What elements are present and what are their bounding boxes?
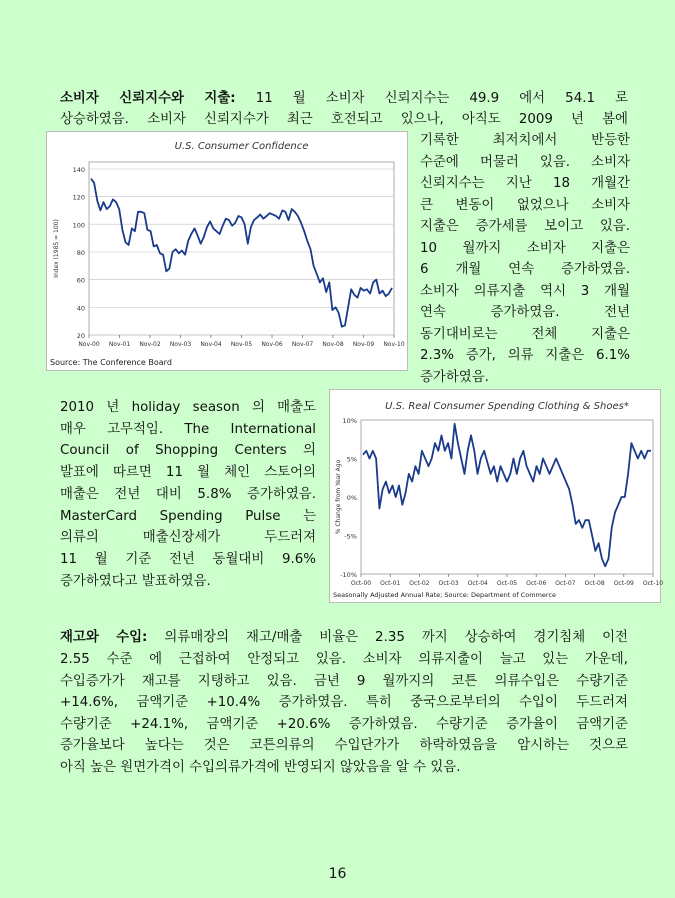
section3-line1 (60, 627, 628, 649)
y-axis-label: Index (1985 = 100) (53, 219, 60, 278)
x-tick-label: Nov-08 (322, 341, 344, 348)
y-tick-label: 10% (342, 417, 357, 425)
sec3-lines-line: 2.55 수준 에 근접하여 안정되고 있음. 소비자 의류지출이 늘고 있는 가운데, (60, 652, 628, 667)
section3-line1-text: 의류매장의 재고/매출 비율은 2.35 까지 상승하여 경기침체 이전 (164, 630, 628, 645)
side-lines-line: 증가하였음. (420, 369, 489, 385)
x-tick-label: Oct-03 (438, 580, 459, 587)
y-tick-label: 5% (346, 455, 357, 464)
clothing-spending-chart (329, 389, 664, 603)
chart-source: Seasonally Adjusted Annual Rate; Source: Department of Commerce (333, 591, 557, 599)
x-tick-label: Nov-03 (169, 341, 192, 348)
consumer-confidence-svg (46, 131, 408, 371)
x-tick-label: Nov-10 (383, 341, 405, 348)
x-tick-label: Nov-07 (291, 341, 314, 348)
x-tick-label: Nov-02 (139, 341, 161, 348)
x-tick-label: Nov-09 (352, 341, 375, 348)
x-tick-label: Oct-08 (584, 580, 605, 587)
x-tick-label: Oct-04 (467, 580, 488, 587)
sec2-lines-line: 매우 고무적임. The International (60, 421, 316, 437)
side-lines-line: 10 월까지 소비자 지출은 (420, 240, 630, 256)
side-lines-line: 기록한 최저치에서 반등한 (420, 133, 630, 148)
side-lines-line: 큰 변동이 없었으나 소비자 (420, 197, 630, 213)
page-number: 16 (328, 866, 347, 882)
side-lines-line: 수준에 머물러 있음. 소비자 (420, 154, 630, 170)
side-lines-line: 소비자 의류지출 역시 3 개월 (420, 283, 630, 299)
section1-line1-text: 11 월 소비자 신뢰지수는 49.9 에서 54.1 로 (255, 91, 628, 106)
sec2-lines-line: 의류의 매출신장세가 두드러져 (60, 530, 316, 546)
y-tick-label: 60 (76, 276, 85, 285)
x-tick-label: Nov-06 (261, 341, 283, 348)
side-lines-line: 연속 증가하였음. 전년 (420, 305, 630, 320)
x-tick-label: Nov-00 (78, 341, 100, 348)
consumer-confidence-chart (46, 131, 408, 371)
y-tick-label: 0% (346, 494, 357, 502)
y-tick-label: 80 (76, 248, 85, 257)
x-tick-label: Oct-02 (409, 580, 430, 587)
side-lines-line: 6 개월 연속 증가하였음. (420, 262, 630, 277)
y-tick-label: 140 (72, 165, 85, 174)
sec2-lines-line: MasterCard Spending Pulse 는 (60, 508, 316, 524)
y-tick-label: -10% (340, 571, 357, 579)
x-tick-label: Oct-07 (555, 580, 576, 587)
sec2-lines-line: Council of Shopping Centers 의 (60, 443, 316, 459)
clothing-spending-svg (329, 389, 664, 603)
sec3-lines-line: 수량기준 +24.1%, 금액기준 +20.6% 증가하였음. 수량기준 증가율이 금액기준 (60, 716, 628, 732)
x-tick-label: Nov-01 (108, 341, 131, 348)
sec3-lines-line: 증가율보다 높다는 것은 코튼의류의 수입단가가 하락하였음을 암시하는 것으로 (60, 738, 628, 753)
y-tick-label: 40 (76, 304, 85, 313)
x-tick-label: Oct-01 (380, 580, 401, 587)
x-tick-label: Oct-05 (496, 580, 518, 587)
y-tick-label: 100 (72, 221, 85, 230)
x-tick-label: Oct-09 (613, 580, 634, 587)
chart-title: U.S. Real Consumer Spending Clothing & Shoes* (385, 401, 629, 412)
side-lines-line: 동기대비로는 전체 지출은 (420, 326, 630, 342)
y-tick-label: 120 (72, 193, 85, 202)
section3-heading: 재고와 수입: (60, 630, 148, 645)
x-tick-label: Oct-06 (526, 580, 547, 587)
x-tick-label: Oct-00 (350, 580, 372, 587)
y-tick-label: -5% (344, 532, 357, 541)
sec2-lines-line: 발표에 따르면 11 월 체인 스토어의 (60, 465, 316, 481)
sec2-lines-line: 2010 년 holiday season 의 매출도 (60, 400, 316, 415)
chart-title: U.S. Consumer Confidence (174, 141, 309, 152)
x-tick-label: Nov-05 (230, 341, 253, 348)
section1-line2: 상승하였음. 소비자 신뢰지수가 최근 호전되고 있으나, 아직도 2009 년 봄에 (60, 112, 628, 127)
sec2-lines-line: 11 월 기준 전년 동월대비 9.6% (60, 551, 316, 567)
side-lines-line: 지출은 증가세를 보이고 있음. (420, 219, 630, 234)
y-tick-label: 20 (76, 332, 85, 340)
x-tick-label: Nov-04 (200, 341, 222, 348)
sec2-lines-line: 매출은 전년 대비 5.8% 증가하였음. (60, 486, 316, 502)
y-axis-label: % Change from Year Ago (335, 459, 342, 535)
side-lines-line: 신뢰지수는 지난 18 개월간 (420, 176, 630, 191)
sec3-lines-line: 수입증가가 재고를 지탱하고 있음. 금년 9 월까지의 코튼 의류수입은 수량기준 (60, 673, 628, 689)
chart-source: Source: The Conference Board (50, 358, 172, 367)
side-lines-line: 2.3% 증가, 의류 지출은 6.1% (420, 348, 630, 363)
section1-heading: 소비자 신뢰지수와 지출: (60, 91, 236, 106)
sec3-lines-line: +14.6%, 금액기준 +10.4% 증가하였음. 특히 중국으로부터의 수입이 두드러져 (60, 695, 628, 710)
x-tick-label: Oct-10 (642, 580, 664, 587)
section1-line1 (60, 88, 628, 110)
sec2-lines-line: 증가하였다고 발표하였음. (60, 573, 211, 589)
sec3-lines-line: 아직 높은 원면가격이 수입의류가격에 반영되지 않았음을 알 수 있음. (60, 759, 461, 775)
